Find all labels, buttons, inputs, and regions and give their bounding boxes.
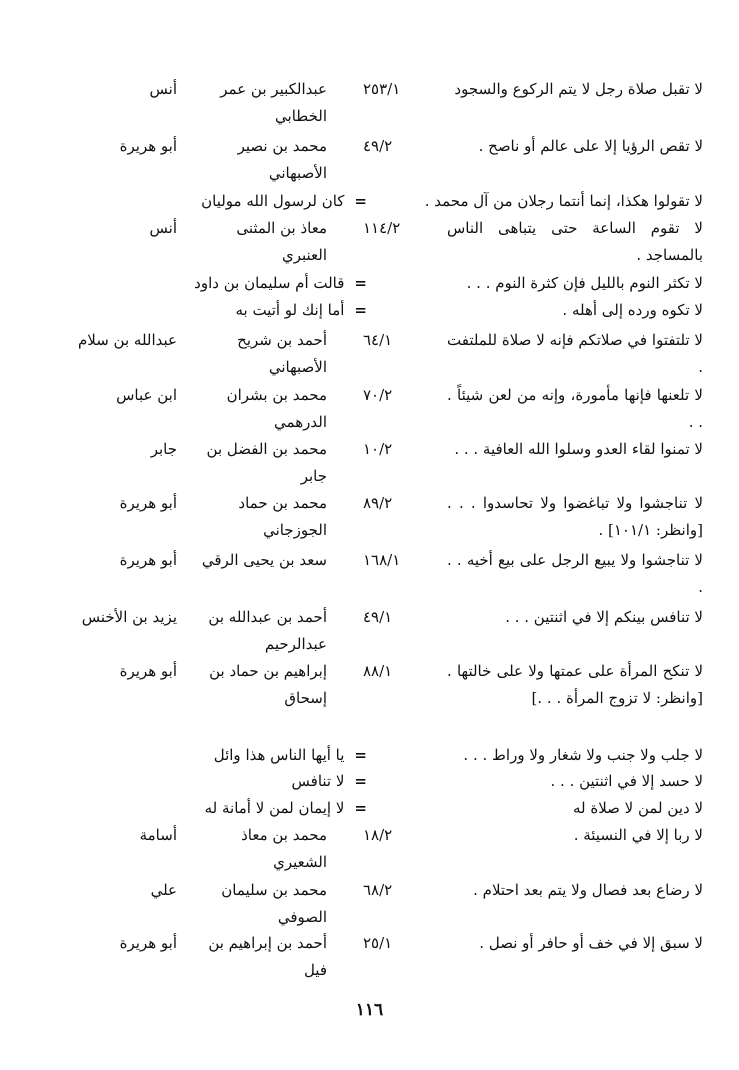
cross-reference-text: قالت أم سليمان بن داود <box>194 274 345 292</box>
hadith-text: لا سبق إلا في خف أو حافر أو نصل . <box>479 934 703 952</box>
hadith-text: لا تقولوا هكذا، إنما أنتما رجلان من آل محمد . <box>424 192 703 210</box>
companion: أبو هريرة <box>119 662 177 680</box>
narrator: محمد بن بشران الدرهمي <box>226 386 327 431</box>
volume-page-ref: ٧٠/٢ <box>363 386 393 404</box>
cross-reference-text: لا إيمان لمن لا أمانة له <box>204 799 345 817</box>
hadith-text: لا تكثر النوم بالليل فإن كثرة النوم . . . <box>466 274 703 292</box>
hadith-text: لا جلب ولا جنب ولا شغار ولا وراط . . . <box>463 746 703 764</box>
companion: ابن عباس <box>116 386 177 404</box>
equals-sign: = <box>354 274 367 292</box>
hadith-text: لا تمنوا لقاء العدو وسلوا الله العافية . . . <box>454 440 703 458</box>
equals-sign: = <box>354 746 367 764</box>
volume-page-ref: ١٦٨/١ <box>363 551 401 569</box>
page-number: ١١٦ <box>355 1000 384 1020</box>
hadith-text: لا رضاع بعد فصال ولا يتم بعد احتلام . <box>473 881 703 899</box>
hadith-text: لا تناجشوا ولا تباغضوا ولا تحاسدوا . . . [وانظر: ١٠١/١] . <box>447 494 703 539</box>
companion: أبو هريرة <box>119 551 177 569</box>
hadith-text: لا تقص الرؤيا إلا على عالم أو ناصح . <box>478 137 703 155</box>
narrator: إبراهيم بن حماد بن إسحاق <box>209 662 327 707</box>
hadith-text: لا تقوم الساعة حتى يتباهى الناس بالمساجد . <box>447 219 703 264</box>
companion: أبو هريرة <box>119 137 177 155</box>
narrator: سعد بن يحيى الرقي <box>201 551 327 569</box>
volume-page-ref: ١٠/٢ <box>363 440 393 458</box>
cross-reference-text: لا تنافس <box>291 772 345 790</box>
hadith-text: لا دين لمن لا صلاة له <box>572 799 703 817</box>
narrator: أحمد بن شريح الأصبهاني <box>237 331 327 376</box>
companion: يزيد بن الأخنس <box>81 608 177 626</box>
hadith-text: لا تنكح المرأة على عمتها ولا على خالتها . [وانظر: لا تزوج المرأة . . .] <box>447 662 703 707</box>
hadith-text: لا تناجشوا ولا يبيع الرجل على بيع أخيه . . . <box>447 551 703 596</box>
volume-page-ref: ٦٨/٢ <box>363 881 393 899</box>
narrator: محمد بن سليمان الصوفي <box>221 881 327 926</box>
hadith-text: لا تنافس بينكم إلا في اثنتين . . . <box>505 608 703 626</box>
cross-reference <box>117 270 367 297</box>
volume-page-ref: ٤٩/١ <box>363 608 393 626</box>
narrator: محمد بن معاذ الشعيري <box>241 826 327 871</box>
volume-page-ref: ٨٩/٢ <box>363 494 393 512</box>
companion: جابر <box>150 440 177 458</box>
narrator: محمد بن حماد الجوزجاني <box>238 494 327 539</box>
narrator: محمد بن نصير الأصبهاني <box>237 137 327 182</box>
equals-sign: = <box>354 301 367 319</box>
equals-sign: = <box>354 772 367 790</box>
volume-page-ref: ١١٤/٢ <box>363 219 401 237</box>
cross-reference <box>117 297 367 324</box>
cross-reference <box>117 795 367 822</box>
cross-reference <box>117 188 367 215</box>
cross-reference-text: يا أيها الناس هذا وائل <box>213 746 345 764</box>
narrator: محمد بن الفضل بن جابر <box>206 440 327 485</box>
narrator: عبدالكبير بن عمر الخطابي <box>220 80 327 125</box>
hadith-text: لا تقبل صلاة رجل لا يتم الركوع والسجود <box>454 80 703 98</box>
hadith-text: لا تلتفتوا في صلاتكم فإنه لا صلاة للملتفت . <box>447 331 703 376</box>
volume-page-ref: ١٨/٢ <box>363 826 393 844</box>
cross-reference <box>117 768 367 795</box>
equals-sign: = <box>354 192 367 210</box>
companion: علي <box>150 881 177 899</box>
cross-reference <box>117 742 367 769</box>
companion: أنس <box>149 80 177 98</box>
companion: عبدالله بن سلام <box>77 331 177 349</box>
cross-reference-text: كان لرسول الله موليان <box>201 192 345 210</box>
companion: أبو هريرة <box>119 494 177 512</box>
companion: أسامة <box>139 826 177 844</box>
narrator: معاذ بن المثنى العنبري <box>236 219 327 264</box>
volume-page-ref: ٢٥/١ <box>363 934 393 952</box>
companion: أبو هريرة <box>119 934 177 952</box>
cross-reference-text: أما إنك لو أتيت به <box>235 301 345 319</box>
volume-page-ref: ٨٨/١ <box>363 662 393 680</box>
hadith-text: لا ربا إلا في النسيئة . <box>573 826 703 844</box>
hadith-text: لا حسد إلا في اثنتين . . . <box>550 772 703 790</box>
narrator: أحمد بن عبدالله بن عبدالرحيم <box>208 608 327 653</box>
narrator: أحمد بن إبراهيم بن فيل <box>208 934 327 979</box>
hadith-text: لا تكوه ورده إلى أهله . <box>562 301 703 319</box>
volume-page-ref: ٤٩/٢ <box>363 137 393 155</box>
volume-page-ref: ٦٤/١ <box>363 331 393 349</box>
volume-page-ref: ٢٥٣/١ <box>363 80 401 98</box>
hadith-text: لا تلعنها فإنها مأمورة، وإنه من لعن شيئاً . . . <box>447 386 703 431</box>
equals-sign: = <box>354 799 367 817</box>
companion: أنس <box>149 219 177 237</box>
